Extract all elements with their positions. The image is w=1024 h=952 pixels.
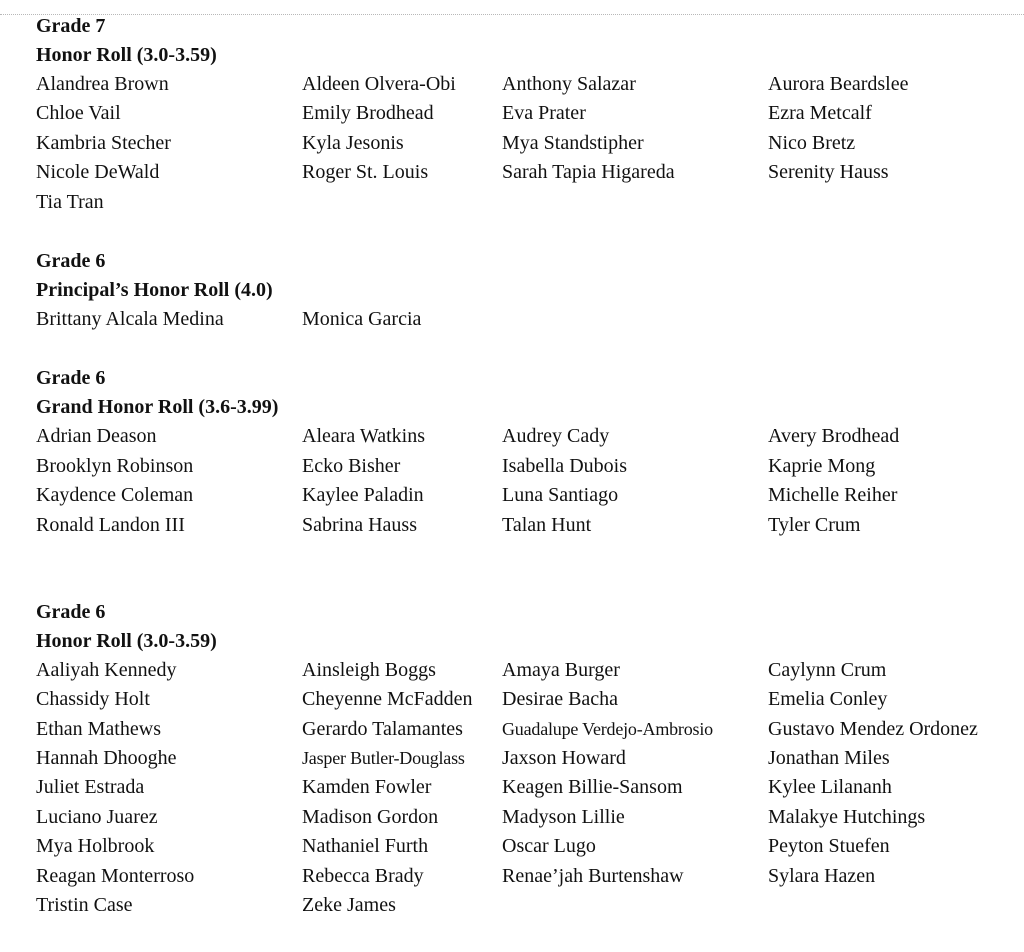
- student-name: Luciano Juarez: [36, 805, 158, 828]
- student-name: Roger St. Louis: [302, 161, 429, 184]
- student-name: Juliet Estrada: [36, 776, 145, 799]
- section-grade6-grand-honor-roll: [36, 364, 1016, 540]
- student-name: Jasper Butler-Douglass: [302, 748, 465, 769]
- student-name: Madyson Lillie: [502, 805, 625, 828]
- student-name: Anthony Salazar: [502, 73, 636, 95]
- student-name: Aleara Watkins: [302, 425, 425, 448]
- student-name: Nathaniel Furth: [302, 835, 429, 858]
- student-name: Michelle Reiher: [768, 484, 898, 507]
- student-name: Aaliyah Kennedy: [36, 658, 177, 681]
- student-name: Luna Santiago: [502, 484, 619, 507]
- student-name: Jaxson Howard: [502, 747, 626, 770]
- section-spacer: [36, 334, 1016, 364]
- student-name: Nico Bretz: [768, 131, 856, 154]
- student-name: Sarah Tapia Higareda: [502, 161, 675, 184]
- student-name: Serenity Hauss: [768, 161, 889, 184]
- student-name: Tyler Crum: [768, 513, 861, 536]
- section-grade6-honor-roll: [36, 598, 1016, 921]
- student-name: Desirae Bacha: [502, 688, 619, 711]
- student-name: Gustavo Mendez Ordonez: [768, 717, 978, 740]
- student-name: Emily Brodhead: [302, 102, 434, 125]
- student-name: Brooklyn Robinson: [36, 454, 194, 477]
- student-name: Zeke James: [302, 894, 396, 917]
- student-name: Mya Standstipher: [502, 131, 644, 154]
- student-name: Guadalupe Verdejo-Ambrosio: [502, 718, 713, 739]
- student-name: Kaprie Mong: [768, 454, 876, 477]
- student-name: Ezra Metcalf: [768, 102, 872, 125]
- student-name: Aldeen Olvera-Obi: [302, 73, 456, 95]
- student-name: Kambria Stecher: [36, 131, 171, 154]
- student-name: Tristin Case: [36, 894, 133, 917]
- student-name: Amaya Burger: [502, 658, 620, 681]
- section-roll-heading: Honor Roll (3.0-3.59): [36, 629, 217, 652]
- student-name: Keagen Billie-Sansom: [502, 776, 683, 799]
- student-name: Malakye Hutchings: [768, 805, 926, 828]
- name-grid: [36, 70, 1016, 217]
- student-name: Brittany Alcala Medina: [36, 307, 224, 330]
- student-name: Ronald Landon III: [36, 513, 185, 536]
- student-name: Kylee Lilananh: [768, 776, 892, 799]
- section-spacer: [36, 217, 1016, 247]
- section-roll-heading: Principal’s Honor Roll (4.0): [36, 278, 273, 301]
- honor-roll-document: [36, 12, 1016, 920]
- student-name: Oscar Lugo: [502, 835, 596, 858]
- name-grid: [36, 305, 1016, 334]
- section-grade-heading: Grade 6: [36, 249, 106, 272]
- section-grade6-principals-honor-roll: [36, 247, 1016, 334]
- student-name: Monica Garcia: [302, 307, 422, 330]
- student-name: Audrey Cady: [502, 425, 610, 448]
- student-name: Mya Holbrook: [36, 835, 155, 858]
- student-name: Hannah Dhooghe: [36, 747, 177, 770]
- student-name: Reagan Monterroso: [36, 864, 195, 887]
- section-spacer: [36, 540, 1016, 598]
- student-name: Emelia Conley: [768, 688, 888, 711]
- student-name: Sabrina Hauss: [302, 513, 417, 536]
- student-name: Kamden Fowler: [302, 776, 432, 799]
- student-name: Adrian Deason: [36, 425, 157, 448]
- student-name: Peyton Stuefen: [768, 835, 890, 858]
- section-grade7-honor-roll: [36, 12, 1016, 217]
- student-name: Renae’jah Burtenshaw: [502, 864, 684, 887]
- section-roll-heading: Honor Roll (3.0-3.59): [36, 44, 217, 66]
- name-grid: [36, 422, 1016, 540]
- student-name: Talan Hunt: [502, 513, 592, 536]
- student-name: Nicole DeWald: [36, 161, 160, 184]
- student-name: Cheyenne McFadden: [302, 688, 473, 711]
- student-name: Kaydence Coleman: [36, 484, 194, 507]
- student-name: Isabella Dubois: [502, 454, 627, 477]
- student-name: Sylara Hazen: [768, 864, 876, 887]
- student-name: Caylynn Crum: [768, 658, 887, 681]
- student-name: Jonathan Miles: [768, 747, 890, 770]
- student-name: Kaylee Paladin: [302, 484, 424, 507]
- student-name: Eva Prater: [502, 102, 586, 125]
- name-grid: [36, 656, 1016, 921]
- student-name: Ethan Mathews: [36, 717, 161, 740]
- section-grade-heading: Grade 6: [36, 600, 106, 623]
- student-name: Tia Tran: [36, 190, 104, 213]
- student-name: Ecko Bisher: [302, 454, 401, 477]
- student-name: Rebecca Brady: [302, 864, 424, 887]
- student-name: Alandrea Brown: [36, 73, 169, 95]
- student-name: Avery Brodhead: [768, 425, 900, 448]
- student-name: Kyla Jesonis: [302, 131, 404, 154]
- section-roll-heading: Grand Honor Roll (3.6-3.99): [36, 396, 279, 419]
- student-name: Chloe Vail: [36, 102, 121, 125]
- student-name: Aurora Beardslee: [768, 73, 909, 95]
- student-name: Ainsleigh Boggs: [302, 658, 436, 681]
- student-name: Gerardo Talamantes: [302, 717, 463, 740]
- student-name: Madison Gordon: [302, 805, 439, 828]
- student-name: Chassidy Holt: [36, 688, 150, 711]
- section-grade-heading: Grade 6: [36, 367, 106, 390]
- section-grade-heading: Grade 7: [36, 15, 106, 37]
